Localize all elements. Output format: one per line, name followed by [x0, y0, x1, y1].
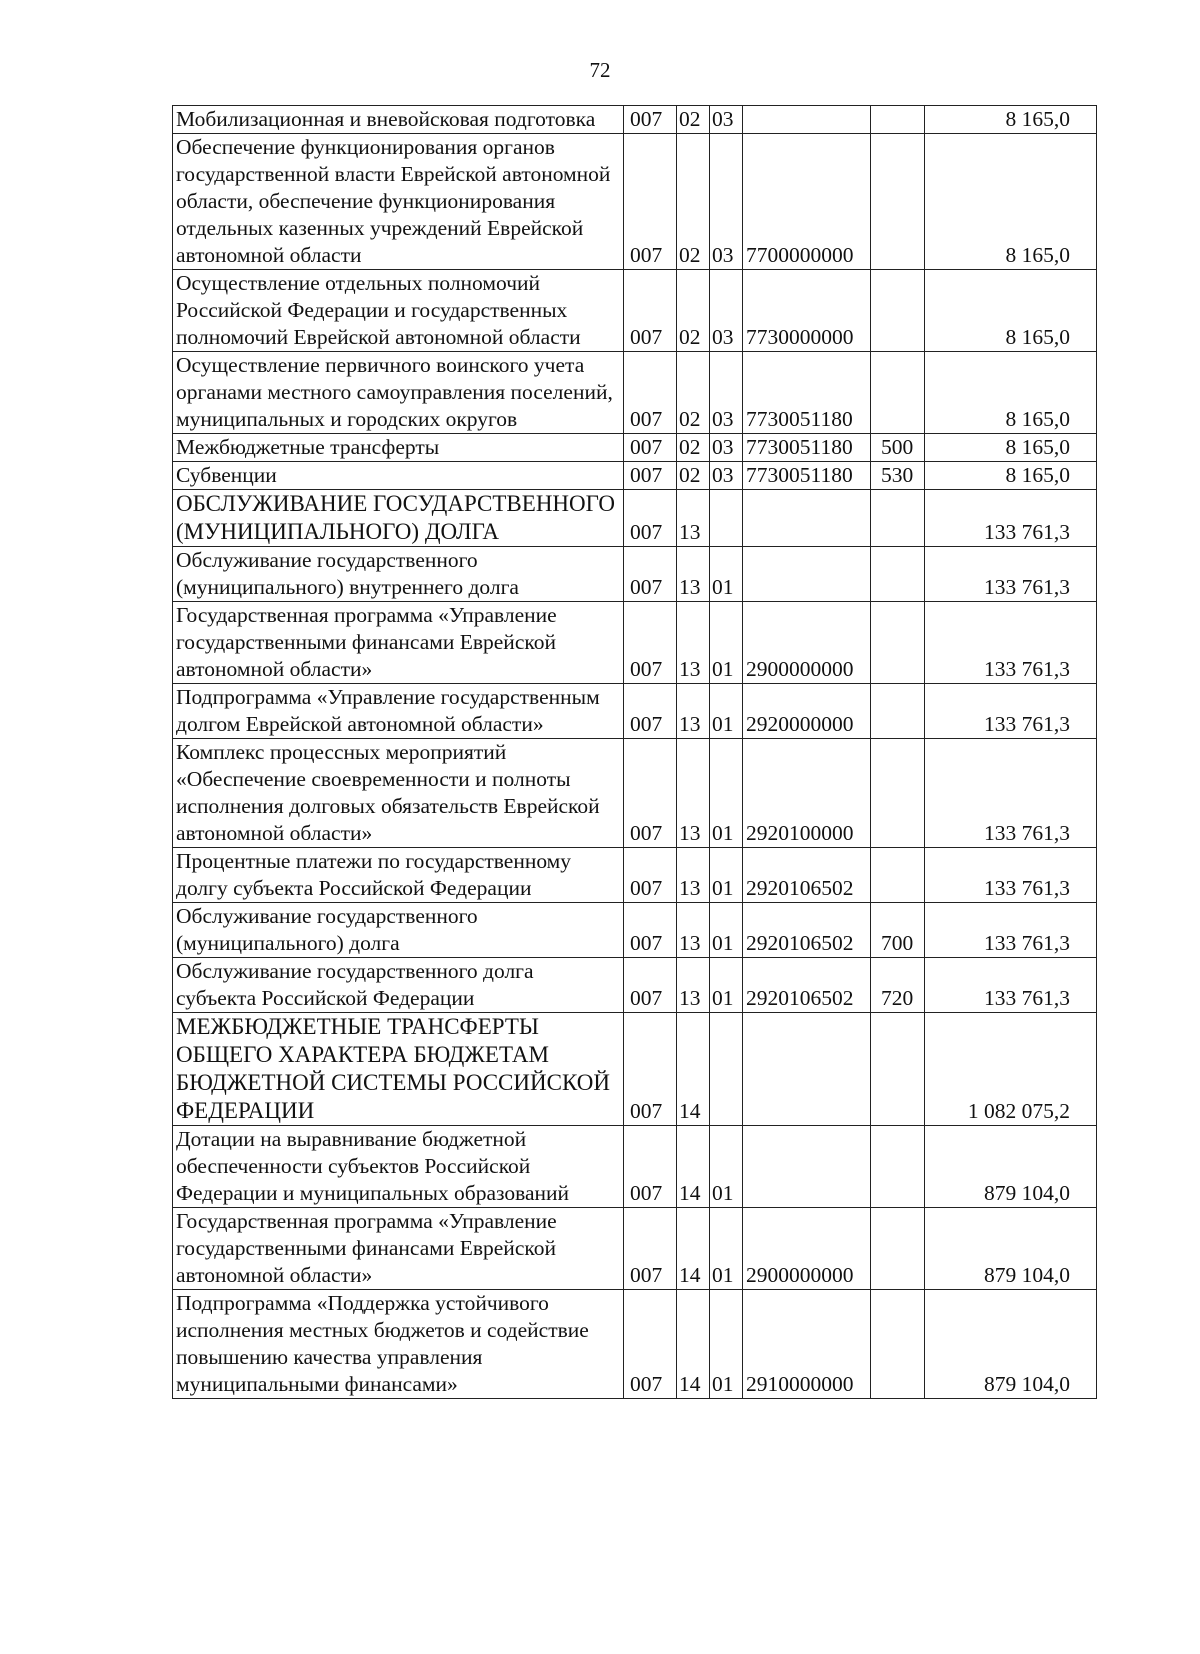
row-target-article: 2920106502: [743, 903, 871, 958]
table-row: [173, 1290, 1097, 1399]
table-row: [173, 602, 1097, 684]
row-name: Процентные платежи по государственному долгу субъекта Российской Федерации: [173, 848, 624, 903]
row-name: Государственная программа «Управление государственными финансами Еврейской автономной области»: [173, 1208, 624, 1290]
row-name: Мобилизационная и вневойсковая подготовка: [173, 106, 624, 134]
row-ved-code: 007: [624, 1208, 677, 1290]
row-name: Дотации на выравнивание бюджетной обеспеченности субъектов Российской Федерации и муниципальных образований: [173, 1126, 624, 1208]
row-amount: 133 761,3: [925, 958, 1097, 1013]
row-target-article: 7730051180: [743, 352, 871, 434]
row-ved-code: 007: [624, 134, 677, 270]
table-row: [173, 106, 1097, 134]
row-ved-code: 007: [624, 958, 677, 1013]
row-amount: 879 104,0: [925, 1126, 1097, 1208]
row-ved-code: 007: [624, 352, 677, 434]
row-ved-code: 007: [624, 848, 677, 903]
table-row: [173, 1126, 1097, 1208]
row-ved-code: 007: [624, 434, 677, 462]
row-target-article: 2900000000: [743, 1208, 871, 1290]
row-subsection-code: 01: [710, 903, 743, 958]
row-expense-type: [871, 1126, 925, 1208]
row-target-article: 7700000000: [743, 134, 871, 270]
row-ved-code: 007: [624, 490, 677, 547]
row-subsection-code: [710, 1013, 743, 1126]
row-ved-code: 007: [624, 903, 677, 958]
row-section-code: 13: [677, 739, 710, 848]
row-name: МЕЖБЮДЖЕТНЫЕ ТРАНСФЕРТЫ ОБЩЕГО ХАРАКТЕРА БЮДЖЕТАМ БЮДЖЕТНОЙ СИСТЕМЫ РОССИЙСКОЙ ФЕДЕРАЦИИ: [173, 1013, 624, 1126]
row-name: Подпрограмма «Поддержка устойчивого исполнения местных бюджетов и содействие повышению качества управления муниципальными финансами»: [173, 1290, 624, 1399]
row-subsection-code: 03: [710, 106, 743, 134]
row-expense-type: 700: [871, 903, 925, 958]
row-expense-type: [871, 490, 925, 547]
row-amount: 8 165,0: [925, 270, 1097, 352]
row-ved-code: 007: [624, 739, 677, 848]
row-section-code: 14: [677, 1126, 710, 1208]
row-section-code: 13: [677, 602, 710, 684]
row-subsection-code: 01: [710, 848, 743, 903]
row-name: Обеспечение функционирования органов государственной власти Еврейской автономной области, обеспечение функционирования отдельных казенных учреждений Еврейской автономной области: [173, 134, 624, 270]
row-expense-type: [871, 1290, 925, 1399]
row-expense-type: [871, 547, 925, 602]
row-subsection-code: 03: [710, 270, 743, 352]
row-target-article: 2920106502: [743, 848, 871, 903]
row-amount: 133 761,3: [925, 547, 1097, 602]
row-name: Осуществление отдельных полномочий Российской Федерации и государственных полномочий Еврейской автономной области: [173, 270, 624, 352]
row-subsection-code: 01: [710, 1290, 743, 1399]
row-section-code: 13: [677, 903, 710, 958]
row-amount: 8 165,0: [925, 462, 1097, 490]
table-row: [173, 134, 1097, 270]
row-expense-type: [871, 848, 925, 903]
row-subsection-code: 03: [710, 134, 743, 270]
row-amount: 133 761,3: [925, 739, 1097, 848]
row-section-code: 13: [677, 958, 710, 1013]
row-section-code: 13: [677, 848, 710, 903]
row-target-article: [743, 1013, 871, 1126]
row-expense-type: [871, 739, 925, 848]
row-section-code: 13: [677, 547, 710, 602]
row-section-code: 13: [677, 684, 710, 739]
row-ved-code: 007: [624, 1290, 677, 1399]
row-target-article: 2920000000: [743, 684, 871, 739]
row-target-article: 2910000000: [743, 1290, 871, 1399]
row-name: Межбюджетные трансферты: [173, 434, 624, 462]
row-subsection-code: 01: [710, 547, 743, 602]
budget-table: [172, 105, 1097, 1399]
table-row: [173, 684, 1097, 739]
row-expense-type: [871, 602, 925, 684]
row-amount: 133 761,3: [925, 490, 1097, 547]
row-expense-type: [871, 106, 925, 134]
row-subsection-code: 01: [710, 684, 743, 739]
row-subsection-code: 01: [710, 739, 743, 848]
row-expense-type: 530: [871, 462, 925, 490]
row-section-code: 14: [677, 1208, 710, 1290]
row-amount: 133 761,3: [925, 848, 1097, 903]
row-section-code: 02: [677, 270, 710, 352]
row-section-code: 13: [677, 490, 710, 547]
row-subsection-code: 03: [710, 434, 743, 462]
table-row: [173, 352, 1097, 434]
row-target-article: 7730051180: [743, 462, 871, 490]
row-name: Обслуживание государственного долга субъекта Российской Федерации: [173, 958, 624, 1013]
row-target-article: 7730000000: [743, 270, 871, 352]
row-expense-type: [871, 1013, 925, 1126]
row-section-code: 14: [677, 1013, 710, 1126]
row-subsection-code: 03: [710, 462, 743, 490]
row-amount: 133 761,3: [925, 903, 1097, 958]
row-target-article: [743, 1126, 871, 1208]
row-expense-type: 500: [871, 434, 925, 462]
row-target-article: [743, 490, 871, 547]
row-ved-code: 007: [624, 1126, 677, 1208]
row-section-code: 02: [677, 352, 710, 434]
row-ved-code: 007: [624, 1013, 677, 1126]
table-row: [173, 958, 1097, 1013]
row-amount: 8 165,0: [925, 352, 1097, 434]
row-subsection-code: 01: [710, 1208, 743, 1290]
row-name: Субвенции: [173, 462, 624, 490]
row-subsection-code: 01: [710, 958, 743, 1013]
budget-table-body: [173, 106, 1097, 1399]
row-name: ОБСЛУЖИВАНИЕ ГОСУДАРСТВЕННОГО (МУНИЦИПАЛЬНОГО) ДОЛГА: [173, 490, 624, 547]
row-subsection-code: [710, 490, 743, 547]
row-section-code: 02: [677, 434, 710, 462]
row-amount: 8 165,0: [925, 434, 1097, 462]
table-row: [173, 547, 1097, 602]
row-ved-code: 007: [624, 462, 677, 490]
row-expense-type: [871, 1208, 925, 1290]
row-target-article: [743, 547, 871, 602]
row-ved-code: 007: [624, 684, 677, 739]
row-name: Обслуживание государственного (муниципального) внутреннего долга: [173, 547, 624, 602]
row-section-code: 14: [677, 1290, 710, 1399]
row-expense-type: [871, 684, 925, 739]
row-name: Подпрограмма «Управление государственным долгом Еврейской автономной области»: [173, 684, 624, 739]
row-expense-type: [871, 352, 925, 434]
table-row: [173, 462, 1097, 490]
row-target-article: 2920100000: [743, 739, 871, 848]
row-target-article: 2920106502: [743, 958, 871, 1013]
table-row: [173, 848, 1097, 903]
row-target-article: 2900000000: [743, 602, 871, 684]
table-row: [173, 1013, 1097, 1126]
row-section-code: 02: [677, 462, 710, 490]
row-ved-code: 007: [624, 106, 677, 134]
row-target-article: 7730051180: [743, 434, 871, 462]
row-subsection-code: 03: [710, 352, 743, 434]
row-ved-code: 007: [624, 547, 677, 602]
page-number: 72: [589, 58, 611, 82]
row-ved-code: 007: [624, 602, 677, 684]
row-section-code: 02: [677, 106, 710, 134]
row-amount: 133 761,3: [925, 684, 1097, 739]
table-row: [173, 1208, 1097, 1290]
row-section-code: 02: [677, 134, 710, 270]
table-row: [173, 490, 1097, 547]
row-expense-type: [871, 270, 925, 352]
row-amount: 879 104,0: [925, 1290, 1097, 1399]
row-expense-type: 720: [871, 958, 925, 1013]
row-amount: 8 165,0: [925, 106, 1097, 134]
table-row: [173, 434, 1097, 462]
row-subsection-code: 01: [710, 1126, 743, 1208]
row-amount: 1 082 075,2: [925, 1013, 1097, 1126]
row-ved-code: 007: [624, 270, 677, 352]
table-row: [173, 903, 1097, 958]
row-amount: 133 761,3: [925, 602, 1097, 684]
row-expense-type: [871, 134, 925, 270]
row-subsection-code: 01: [710, 602, 743, 684]
row-name: Обслуживание государственного (муниципального) долга: [173, 903, 624, 958]
row-name: Осуществление первичного воинского учета органами местного самоуправления поселений, муниципальных и городских округов: [173, 352, 624, 434]
table-row: [173, 739, 1097, 848]
row-name: Комплекс процессных мероприятий «Обеспечение своевременности и полноты исполнения долговых обязательств Еврейской автономной области»: [173, 739, 624, 848]
row-name: Государственная программа «Управление государственными финансами Еврейской автономной области»: [173, 602, 624, 684]
row-amount: 8 165,0: [925, 134, 1097, 270]
table-row: [173, 270, 1097, 352]
row-target-article: [743, 106, 871, 134]
row-amount: 879 104,0: [925, 1208, 1097, 1290]
